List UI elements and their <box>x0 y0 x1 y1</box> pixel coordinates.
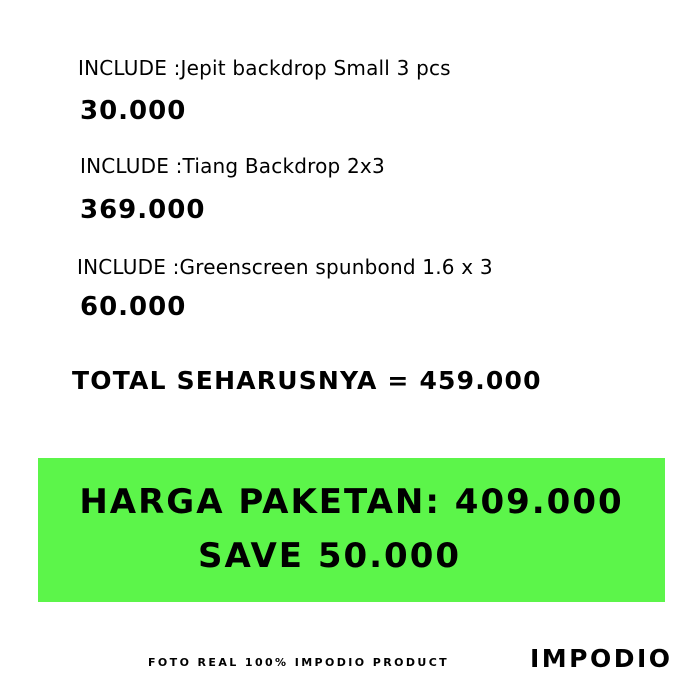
item-price-greenscreen: 60.000 <box>80 292 187 322</box>
total-normal-price: TOTAL SEHARUSNYA = 459.000 <box>72 366 542 395</box>
item-label-greenscreen: INCLUDE :Greenscreen spunbond 1.6 x 3 <box>77 255 493 279</box>
promo-banner <box>38 458 665 602</box>
item-label-tiang-backdrop: INCLUDE :Tiang Backdrop 2x3 <box>80 154 385 178</box>
footer-note: FOTO REAL 100% IMPODIO PRODUCT <box>148 656 450 669</box>
item-price-jepit-backdrop: 30.000 <box>80 96 187 126</box>
savings-amount: SAVE 50.000 <box>197 536 462 576</box>
item-price-tiang-backdrop: 369.000 <box>80 195 206 225</box>
brand-logo-text: IMPODIO <box>530 644 673 673</box>
item-label-jepit-backdrop: INCLUDE :Jepit backdrop Small 3 pcs <box>78 56 451 80</box>
package-price: HARGA PAKETAN: 409.000 <box>79 482 624 522</box>
